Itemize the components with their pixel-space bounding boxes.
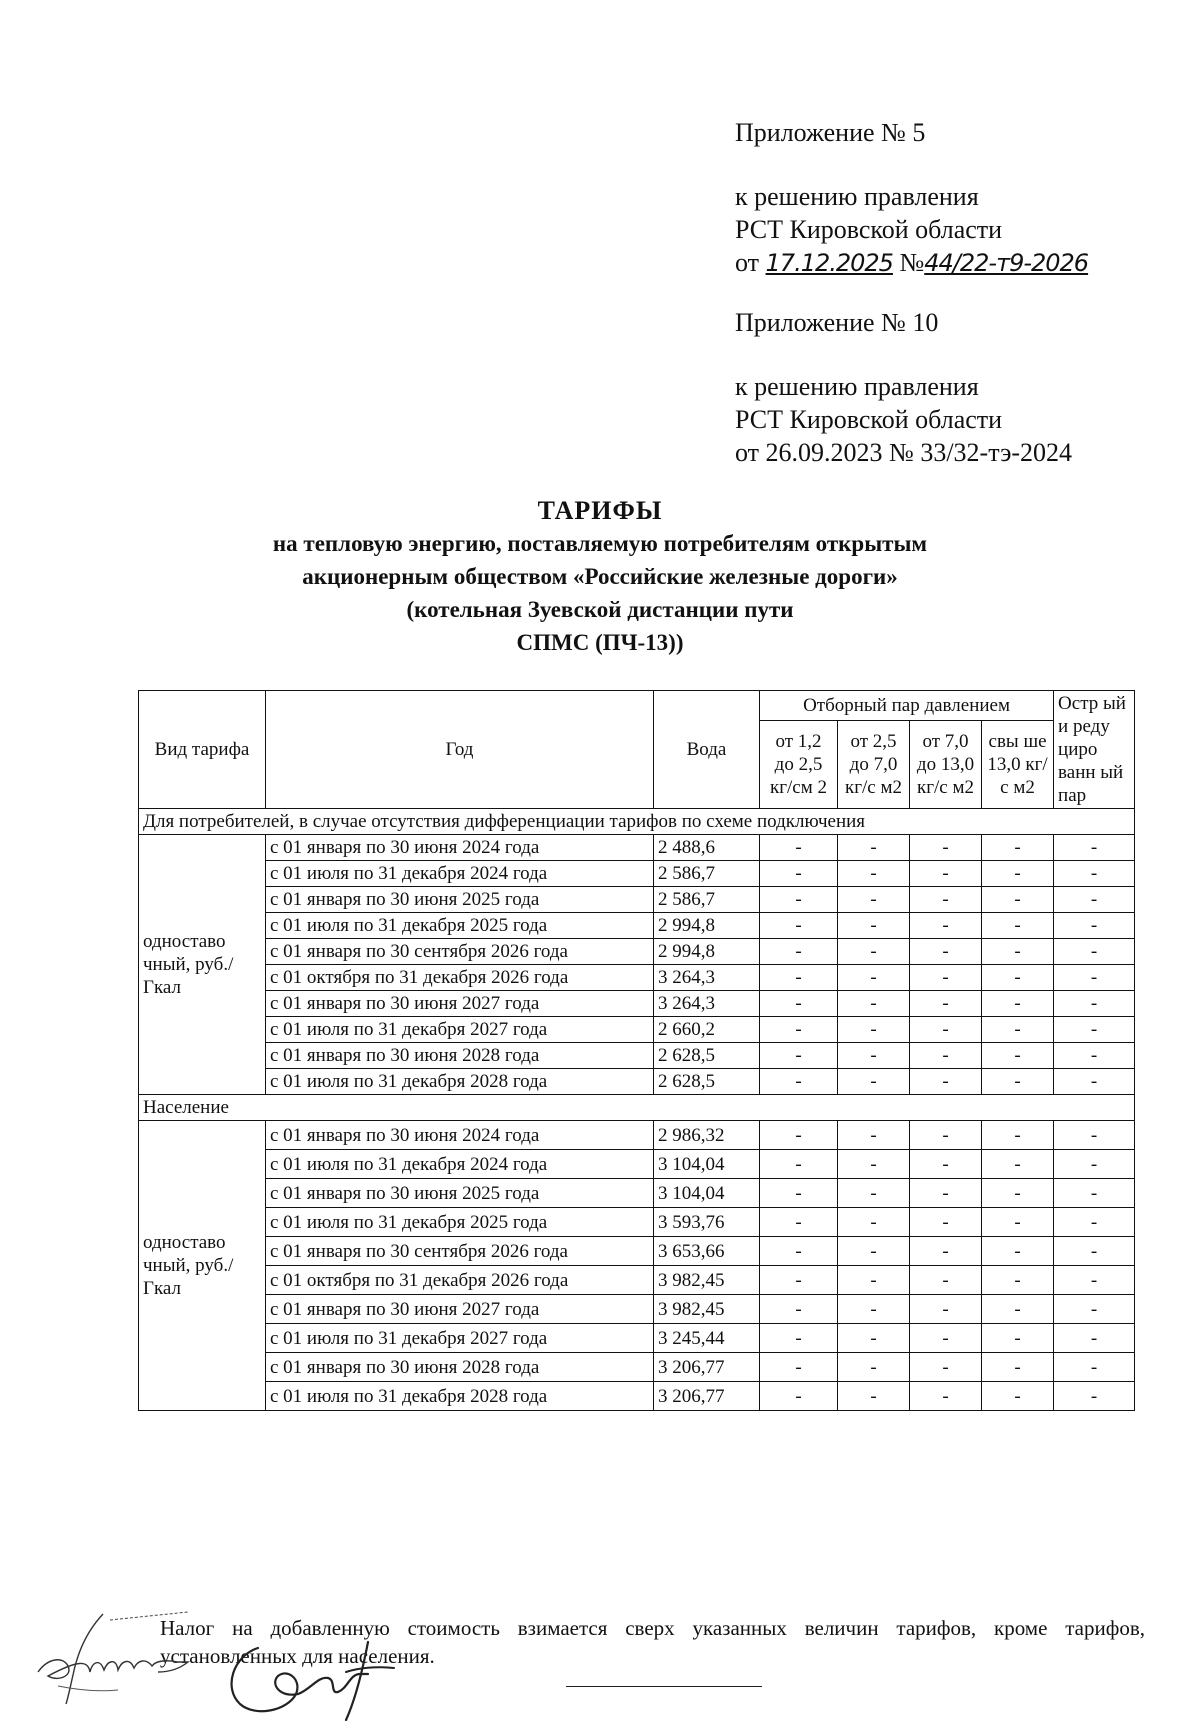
dash-cell: - <box>982 1043 1054 1069</box>
dash-cell: - <box>910 1179 982 1208</box>
water-value-cell: 3 982,45 <box>654 1295 760 1324</box>
water-value-cell: 3 104,04 <box>654 1150 760 1179</box>
dash-cell: - <box>910 939 982 965</box>
dash-cell: - <box>1054 887 1135 913</box>
dash-cell: - <box>838 1179 910 1208</box>
appendix-current-title: Приложение № 5 <box>735 118 926 147</box>
dash-cell: - <box>982 991 1054 1017</box>
header-steam-1: от 1,2 до 2,5 кг/см 2 <box>760 721 838 809</box>
dash-cell: - <box>1054 1295 1135 1324</box>
dash-cell: - <box>910 965 982 991</box>
dash-cell: - <box>838 1237 910 1266</box>
appendix-previous-reference <box>735 370 1072 469</box>
water-value-cell: 2 488,6 <box>654 835 760 861</box>
dash-cell: - <box>760 887 838 913</box>
dash-cell: - <box>760 1121 838 1150</box>
dash-cell: - <box>982 1295 1054 1324</box>
handwritten-date: 17.12.2025 <box>765 249 893 277</box>
water-value-cell: 3 206,77 <box>654 1353 760 1382</box>
dash-cell: - <box>910 1121 982 1150</box>
dash-cell: - <box>838 1017 910 1043</box>
dash-cell: - <box>760 965 838 991</box>
water-value-cell: 2 660,2 <box>654 1017 760 1043</box>
dash-cell: - <box>838 861 910 887</box>
dash-cell: - <box>838 835 910 861</box>
table-row <box>139 1295 1135 1324</box>
dash-cell: - <box>838 1295 910 1324</box>
period-cell: с 01 июля по 31 декабря 2025 года <box>266 1208 654 1237</box>
dash-cell: - <box>760 939 838 965</box>
appendix-current-from: от <box>735 248 760 277</box>
dash-cell: - <box>760 1295 838 1324</box>
dash-cell: - <box>838 1324 910 1353</box>
heading-main: ТАРИФЫ <box>537 496 663 525</box>
section-general-label: Для потребителей, в случае отсутствия дифференциации тарифов по схеме подключения <box>139 809 1135 835</box>
appendix-previous <box>735 306 938 339</box>
dash-cell: - <box>1054 835 1135 861</box>
header-water: Вода <box>654 691 760 809</box>
dash-cell: - <box>982 1179 1054 1208</box>
appendix-current-line3 <box>735 246 1088 280</box>
period-cell: с 01 июля по 31 декабря 2025 года <box>266 913 654 939</box>
water-value-cell: 3 264,3 <box>654 991 760 1017</box>
dash-cell: - <box>1054 1121 1135 1150</box>
dash-cell: - <box>910 1043 982 1069</box>
dash-cell: - <box>1054 913 1135 939</box>
dash-cell: - <box>910 1069 982 1095</box>
table-row <box>139 991 1135 1017</box>
period-cell: с 01 января по 30 июня 2025 года <box>266 1179 654 1208</box>
dash-cell: - <box>910 1208 982 1237</box>
dash-cell: - <box>1054 1266 1135 1295</box>
period-cell: с 01 июля по 31 декабря 2027 года <box>266 1324 654 1353</box>
dash-cell: - <box>910 887 982 913</box>
handwritten-number: 44/22-т9-2026 <box>924 249 1089 277</box>
table-row <box>139 1121 1135 1150</box>
table-row <box>139 965 1135 991</box>
appendix-previous-line2: РСТ Кировской области <box>735 405 1003 434</box>
table-row <box>139 861 1135 887</box>
table-row <box>139 1069 1135 1095</box>
header-sharp-steam: Остр ый и реду циро ванн ый пар <box>1054 691 1135 809</box>
dash-cell: - <box>1054 861 1135 887</box>
water-value-cell: 3 264,3 <box>654 965 760 991</box>
table-row <box>139 1353 1135 1382</box>
dash-cell: - <box>982 1266 1054 1295</box>
dash-cell: - <box>760 913 838 939</box>
table-row <box>139 913 1135 939</box>
dash-cell: - <box>760 1382 838 1411</box>
dash-cell: - <box>1054 965 1135 991</box>
dash-cell: - <box>910 1382 982 1411</box>
period-cell: с 01 января по 30 июня 2028 года <box>266 1353 654 1382</box>
section-population-label: Население <box>139 1095 1135 1121</box>
period-cell: с 01 июля по 31 декабря 2027 года <box>266 1017 654 1043</box>
water-value-cell: 3 982,45 <box>654 1266 760 1295</box>
dash-cell: - <box>982 1353 1054 1382</box>
vat-note-text: Налог на добавленную стоимость взимается сверх указанных величин тарифов, кроме тарифов, установленных для населения. <box>160 1616 1145 1668</box>
table-row <box>139 1043 1135 1069</box>
period-cell: с 01 января по 30 июня 2028 года <box>266 1043 654 1069</box>
dash-cell: - <box>760 1150 838 1179</box>
water-value-cell: 2 628,5 <box>654 1069 760 1095</box>
dash-cell: - <box>1054 991 1135 1017</box>
water-value-cell: 2 586,7 <box>654 861 760 887</box>
dash-cell: - <box>1054 1382 1135 1411</box>
dash-cell: - <box>838 1069 910 1095</box>
dash-cell: - <box>982 1150 1054 1179</box>
period-cell: с 01 октября по 31 декабря 2026 года <box>266 1266 654 1295</box>
period-cell: с 01 октября по 31 декабря 2026 года <box>266 965 654 991</box>
dash-cell: - <box>1054 1043 1135 1069</box>
period-cell: с 01 января по 30 сентября 2026 года <box>266 1237 654 1266</box>
dash-cell: - <box>760 1237 838 1266</box>
appendix-current-reference <box>735 180 1088 280</box>
table-row <box>139 1324 1135 1353</box>
heading-line3: (котельная Зуевской дистанции пути <box>406 597 794 622</box>
dash-cell: - <box>910 1353 982 1382</box>
dash-cell: - <box>760 1353 838 1382</box>
dash-cell: - <box>910 1150 982 1179</box>
dash-cell: - <box>982 1324 1054 1353</box>
period-cell: с 01 июля по 31 декабря 2028 года <box>266 1382 654 1411</box>
dash-cell: - <box>838 1382 910 1411</box>
appendix-previous-line3: от 26.09.2023 № 33/32-тэ-2024 <box>735 438 1073 467</box>
dash-cell: - <box>982 887 1054 913</box>
tariff-kind-cell: одноставо чный, руб./Гкал <box>139 1121 266 1411</box>
water-value-cell: 3 104,04 <box>654 1179 760 1208</box>
table-row <box>139 1017 1135 1043</box>
appendix-current-number-sign: № <box>899 248 925 277</box>
period-cell: с 01 января по 30 июня 2027 года <box>266 1295 654 1324</box>
dash-cell: - <box>982 965 1054 991</box>
tariff-table-body <box>139 809 1135 1411</box>
water-value-cell: 2 586,7 <box>654 887 760 913</box>
dash-cell: - <box>982 1237 1054 1266</box>
dash-cell: - <box>760 991 838 1017</box>
dash-cell: - <box>1054 939 1135 965</box>
table-row <box>139 939 1135 965</box>
signature-1 <box>18 1600 193 1710</box>
period-cell: с 01 января по 30 июня 2024 года <box>266 835 654 861</box>
dash-cell: - <box>838 991 910 1017</box>
dash-cell: - <box>838 1150 910 1179</box>
appendix-previous-title: Приложение № 10 <box>735 308 939 337</box>
table-row <box>139 1150 1135 1179</box>
dash-cell: - <box>1054 1150 1135 1179</box>
dash-cell: - <box>838 1266 910 1295</box>
dash-cell: - <box>910 1324 982 1353</box>
water-value-cell: 3 245,44 <box>654 1324 760 1353</box>
dash-cell: - <box>982 913 1054 939</box>
table-row <box>139 1208 1135 1237</box>
dash-cell: - <box>760 1017 838 1043</box>
dash-cell: - <box>838 1121 910 1150</box>
dash-cell: - <box>910 861 982 887</box>
dash-cell: - <box>838 1353 910 1382</box>
dash-cell: - <box>982 1017 1054 1043</box>
header-steam-3: от 7,0 до 13,0 кг/с м2 <box>910 721 982 809</box>
header-steam-4: свы ше 13,0 кг/с м2 <box>982 721 1054 809</box>
table-row <box>139 1266 1135 1295</box>
dash-cell: - <box>838 913 910 939</box>
dash-cell: - <box>910 1266 982 1295</box>
dash-cell: - <box>760 1266 838 1295</box>
dash-cell: - <box>838 965 910 991</box>
table-row <box>139 1237 1135 1266</box>
dash-cell: - <box>1054 1324 1135 1353</box>
header-steam-2: от 2,5 до 7,0 кг/с м2 <box>838 721 910 809</box>
dash-cell: - <box>1054 1179 1135 1208</box>
dash-cell: - <box>910 835 982 861</box>
dash-cell: - <box>982 1069 1054 1095</box>
period-cell: с 01 января по 30 июня 2027 года <box>266 991 654 1017</box>
period-cell: с 01 января по 30 июня 2025 года <box>266 887 654 913</box>
dash-cell: - <box>760 861 838 887</box>
water-value-cell: 2 994,8 <box>654 939 760 965</box>
dash-cell: - <box>910 1237 982 1266</box>
water-value-cell: 3 653,66 <box>654 1237 760 1266</box>
table-row <box>139 887 1135 913</box>
dash-cell: - <box>838 1208 910 1237</box>
heading-line2: акционерным обществом «Российские железные дороги» <box>302 564 898 589</box>
dash-cell: - <box>760 1043 838 1069</box>
signature-line <box>566 1686 762 1687</box>
table-row <box>139 835 1135 861</box>
water-value-cell: 3 206,77 <box>654 1382 760 1411</box>
dash-cell: - <box>838 939 910 965</box>
dash-cell: - <box>910 991 982 1017</box>
dash-cell: - <box>760 1208 838 1237</box>
dash-cell: - <box>982 861 1054 887</box>
appendix-current-line2: РСТ Кировской области <box>735 215 1003 244</box>
period-cell: с 01 января по 30 июня 2024 года <box>266 1121 654 1150</box>
document-heading <box>230 494 970 659</box>
water-value-cell: 2 994,8 <box>654 913 760 939</box>
dash-cell: - <box>760 1069 838 1095</box>
period-cell: с 01 июля по 31 декабря 2024 года <box>266 861 654 887</box>
header-kind: Вид тарифа <box>139 691 266 809</box>
water-value-cell: 2 628,5 <box>654 1043 760 1069</box>
header-steam-group: Отборный пар давлением <box>760 691 1054 721</box>
dash-cell: - <box>982 835 1054 861</box>
dash-cell: - <box>982 1382 1054 1411</box>
water-value-cell: 3 593,76 <box>654 1208 760 1237</box>
dash-cell: - <box>910 1017 982 1043</box>
dash-cell: - <box>760 835 838 861</box>
dash-cell: - <box>910 913 982 939</box>
dash-cell: - <box>982 1208 1054 1237</box>
period-cell: с 01 июля по 31 декабря 2028 года <box>266 1069 654 1095</box>
dash-cell: - <box>1054 1208 1135 1237</box>
signature-2 <box>218 1628 398 1721</box>
dash-cell: - <box>838 1043 910 1069</box>
heading-line4: СПМС (ПЧ-13)) <box>516 630 684 655</box>
dash-cell: - <box>1054 1237 1135 1266</box>
dash-cell: - <box>910 1295 982 1324</box>
tariff-kind-cell: одноставо чный, руб./Гкал <box>139 835 266 1095</box>
period-cell: с 01 января по 30 сентября 2026 года <box>266 939 654 965</box>
dash-cell: - <box>760 1324 838 1353</box>
table-row <box>139 1382 1135 1411</box>
dash-cell: - <box>838 887 910 913</box>
dash-cell: - <box>1054 1353 1135 1382</box>
dash-cell: - <box>1054 1017 1135 1043</box>
appendix-previous-line1: к решению правления <box>735 372 979 401</box>
heading-line1: на тепловую энергию, поставляемую потребителям открытым <box>272 531 928 556</box>
water-value-cell: 2 986,32 <box>654 1121 760 1150</box>
dash-cell: - <box>760 1179 838 1208</box>
appendix-current-line1: к решению правления <box>735 182 979 211</box>
dash-cell: - <box>982 1121 1054 1150</box>
tariff-table <box>138 690 1135 1411</box>
table-row <box>139 1179 1135 1208</box>
period-cell: с 01 июля по 31 декабря 2024 года <box>266 1150 654 1179</box>
dash-cell: - <box>982 939 1054 965</box>
header-year: Год <box>266 691 654 809</box>
appendix-current <box>735 116 925 149</box>
dash-cell: - <box>1054 1069 1135 1095</box>
